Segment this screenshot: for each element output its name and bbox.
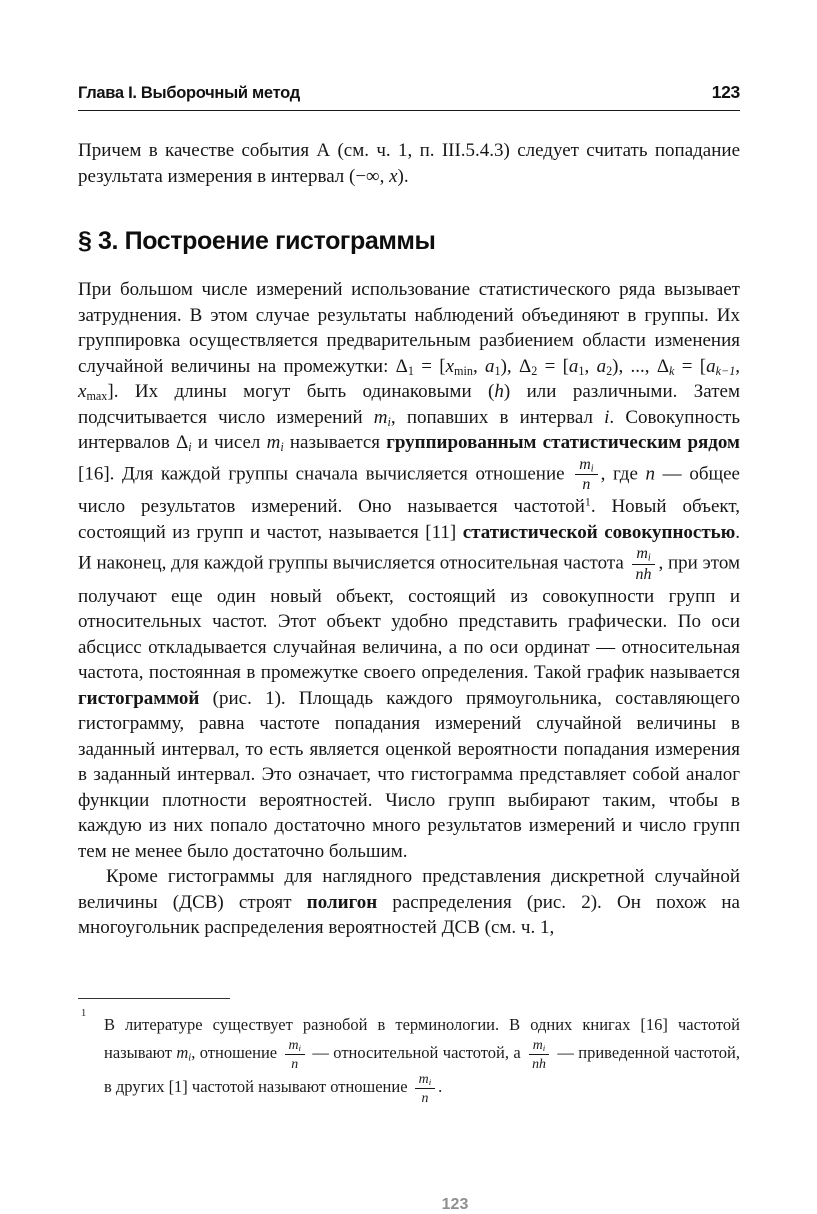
text-column (78, 0, 740, 941)
body-paragraph-histogram: При большом числе измерений использование статистического ряда вызывает затруднения. В этом случае результаты наблюдений объединяют в группы. Их группировка осуществляется предварительным разбиением области изменения случайной величины на промежутки: $\Delta_1 = [x_{min}$, $a_1$), $\Delta_2 = [a_1$, $a_2$), ..., $\Delta_k = [a_{k-1}$, $x_{max}$]. Их длины могут быть одинаковыми (h) или различными. Затем подсчитывается число измерений $m_i$, попавших в интервал i. Совокупность интервалов $\Delta_i$ и чисел $m_i$ называется группированным статистическим рядом [16]. Для каждой группы сначала вычисляется отношение $\frac{m_i}{n}$ , где n — общее число результатов измерений. Оно называется частотой$^1$. Новый объект, состоящий из групп и частот, называется [11] статистической совокупностью. И наконец, для каждой группы вычисляется относительная частота $\frac{m_i}{nh}$ , при этом получают еще один новый объект, состоящий из совокупности групп и относительных частот. Этот объект удобно представить графически. По оси абсцисс откладывается случайная величина, а по оси ординат — относительная частота, постоянная в промежутке своего определения. Такой график называется гистограммой (рис. 1). Площадь каждого прямоугольника, составляющего гистограмму, равна частоте попадания измерений случайной величины в заданный интервал, то есть является оценкой вероятности попадания измерения в заданный интервал. Это означает, что гистограмма представляет собой аналог функции плотности вероятностей. Число групп выбирают таким, чтобы в каждую из них попало достаточно много результатов измерений и число групп тем не менее было достаточно большим. (78, 279, 741, 862)
running-header (78, 82, 740, 111)
body-paragraph-polygon: Кроме гистограммы для наглядного представления дискретной случайной величины (ДСВ) строят полигон распределения (рис. 2). Он похож на многоугольник распределения вероятностей ДСВ (см. ч. 1, (78, 866, 740, 939)
page-number: 123 (711, 82, 740, 102)
footnote-block (78, 998, 740, 1105)
footer-partial-page-number (425, 1196, 485, 1213)
section-heading: § 3. Построение гистограммы (78, 227, 436, 255)
intro-paragraph: Причем в качестве события А (см. ч. 1, п. III.5.4.3) следует считать попадание результата измерения в интервал (−∞, x). (78, 140, 740, 187)
inline-fraction: $\frac{m_i}{n}$ (415, 1071, 435, 1105)
inline-fraction: $\frac{m_i}{nh}$ (632, 545, 656, 584)
footer-page-number-text: 123 (441, 1196, 469, 1213)
footnote: 1 В литературе существует разнобой в терминологии. В одних книгах [16] частотой называют $m_i$, отношение $\frac{m_i}{n}$ — относительной частотой, а $\frac{m_i}{nh}$ — приведенной частотой, в других [1] частотой называют отношение $\frac{m_i}{n}$ . (81, 1008, 740, 1105)
footnote-separator-rule (78, 998, 230, 999)
inline-fraction: $\frac{m_i}{n}$ (575, 456, 597, 495)
inline-fraction: $\frac{m_i}{nh}$ (528, 1037, 550, 1071)
inline-fraction: $\frac{m_i}{n}$ (285, 1037, 305, 1071)
running-header-chapter-title: Глава I. Выборочный метод (78, 84, 300, 102)
footnote-text: В литературе существует разнобой в терминологии. В одних книгах [16] частотой называют $m_i$, отношение $\frac{m_i}{n}$ — относительной частотой, а $\frac{m_i}{nh}$ — приведенной частотой, в других [1] частотой называют отношение $\frac{m_i}{n}$ . (104, 1015, 740, 1105)
